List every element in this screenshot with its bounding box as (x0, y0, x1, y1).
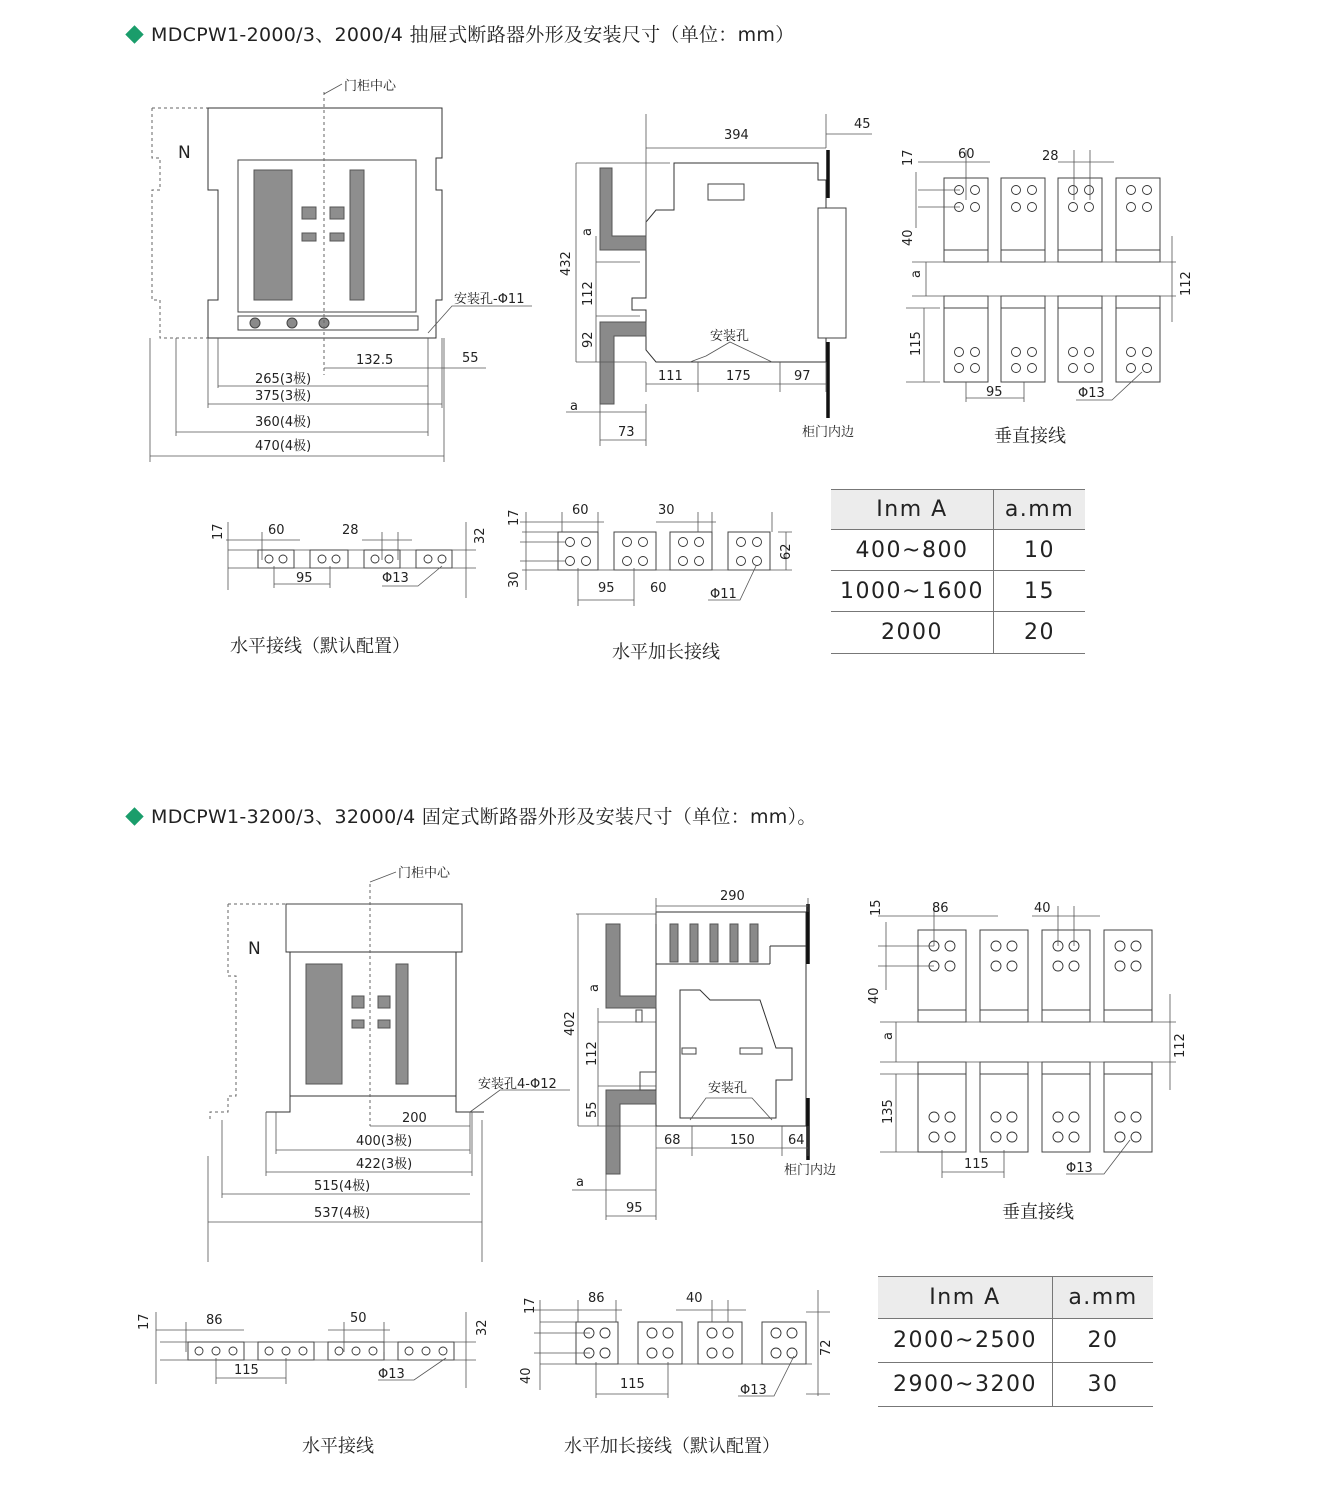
s1-hl-dim-62: 62 (779, 543, 794, 560)
s1-v-dim-112: 112 (1179, 271, 1194, 296)
s1-side-dim-97: 97 (794, 369, 811, 384)
s1-v-dim-95: 95 (986, 385, 1003, 400)
s2-v-dim-135: 135 (881, 1099, 896, 1124)
s2-h-phi13: Φ13 (378, 1367, 405, 1382)
s2-hl-dim-17: 17 (523, 1297, 538, 1314)
s1-v-dim-17: 17 (901, 149, 916, 166)
s2-v-dim-15: 15 (869, 899, 884, 916)
s2-side-view (563, 889, 836, 1220)
section1-title: MDCPW1-2000/3、2000/4 抽屉式断路器外形及安装尺寸（单位：mm） (122, 20, 795, 47)
s2-vertical-caption: 垂直接线 (1002, 1202, 1074, 1223)
s1-side-dim-432: 432 (559, 251, 574, 276)
s2-side-dim-95: 95 (626, 1201, 643, 1216)
s2-h-dim-17: 17 (137, 1313, 152, 1330)
s1-dim-470: 470(4极) (255, 439, 312, 454)
s1-dim-360: 360(4极) (255, 415, 312, 430)
s2-v-dim-86: 86 (932, 901, 949, 916)
s2-hl-dim-72: 72 (819, 1339, 834, 1356)
s1-horizontal-caption: 水平接线（默认配置） (230, 636, 410, 657)
s1-hl-dim-95: 95 (598, 581, 615, 596)
s1-v-dim-40: 40 (901, 229, 916, 246)
s2-vertical-upper-terminals (918, 930, 1152, 1022)
s1-hl-dim-17: 17 (507, 509, 522, 526)
s2-h-dim-32: 32 (475, 1319, 490, 1336)
s2-table-header-inm: Inm A (878, 1277, 1053, 1319)
s2-hl-phi13: Φ13 (740, 1383, 767, 1398)
s2-horizontal-wiring (137, 1311, 490, 1457)
s1-hl-dim-30: 30 (658, 503, 675, 518)
s1-vertical-wiring (901, 147, 1194, 447)
s2-horizontal-caption: 水平接线 (302, 1436, 374, 1457)
s2-side-dim-402: 402 (563, 1011, 578, 1036)
table-row: 1000~1600 15 (831, 571, 1085, 612)
s2-side-dim-64: 64 (788, 1133, 805, 1148)
s1-door-center-label: 门柜中心 (344, 79, 397, 94)
s1-horizontal-wiring (211, 522, 488, 657)
s2-horizontal-long-caption: 水平加长接线（默认配置） (564, 1436, 780, 1457)
s2-hl-dim-115: 115 (620, 1377, 645, 1392)
s1-side-dim-112: 112 (581, 281, 596, 306)
s2-dim-537: 537(4极) (314, 1206, 371, 1221)
s2-hl-dim-40b: 40 (519, 1367, 534, 1384)
s1-dim-132-5: 132.5 (356, 353, 394, 368)
s2-side-dim-290: 290 (720, 889, 745, 904)
s1-side-dim-45: 45 (854, 117, 871, 132)
s1-h-dim-17: 17 (211, 523, 226, 540)
s2-side-door-edge: 柜门内边 (784, 1163, 837, 1178)
s2-dim-200: 200 (402, 1111, 427, 1126)
s1-hl-dim-60: 60 (572, 503, 589, 518)
s2-mount-hole-label: 安装孔4-Φ12 (478, 1077, 557, 1092)
s1-dim-375: 375(3极) (255, 389, 312, 404)
s1-h-dim-32: 32 (473, 527, 488, 544)
s1-side-door-edge: 柜门内边 (802, 425, 855, 440)
s2-horizontal-long-wiring (519, 1290, 834, 1457)
s2-side-a-bottom: a (576, 1175, 584, 1190)
s1-side-dim-394: 394 (724, 128, 749, 143)
s1-front-view (150, 78, 532, 462)
s2-amm-table (878, 1276, 1153, 1407)
s2-table-header-amm: a.mm (1053, 1277, 1154, 1319)
s1-table-header-inm: Inm A (831, 490, 994, 530)
s2-side-a-top: a (587, 984, 602, 992)
s2-vertical-wiring (867, 899, 1188, 1223)
s1-hl-phi11: Φ11 (710, 587, 737, 602)
s1-h-dim-28: 28 (342, 523, 359, 538)
s2-dim-515: 515(4极) (314, 1179, 371, 1194)
table-row: 2000 20 (831, 612, 1085, 654)
s2-front-view (208, 865, 570, 1262)
s2-hl-dim-40: 40 (686, 1291, 703, 1306)
s1-side-dim-111: 111 (658, 369, 683, 384)
s2-door-center-label: 门柜中心 (398, 866, 451, 881)
s2-side-mount-hole: 安装孔 (708, 1081, 748, 1096)
s1-vertical-upper-terminals (944, 178, 1160, 262)
s2-side-dim-112: 112 (585, 1041, 600, 1066)
s2-n-label: N (248, 939, 261, 959)
s1-n-label: N (178, 143, 191, 163)
s2-side-dim-68: 68 (664, 1133, 681, 1148)
s1-v-phi13: Φ13 (1078, 386, 1105, 401)
table-row: 2000~2500 20 (878, 1319, 1153, 1363)
s1-dim-55: 55 (462, 351, 479, 366)
s1-h-dim-95: 95 (296, 571, 313, 586)
s2-dim-400: 400(3极) (356, 1134, 413, 1149)
s1-v-dim-60: 60 (958, 147, 975, 162)
s1-hl-dim-60b: 60 (650, 581, 667, 596)
s1-v-a: a (909, 270, 924, 278)
s1-table-header-amm: a.mm (994, 490, 1086, 530)
s1-side-a-bottom: a (570, 399, 578, 414)
s1-horizontal-long-wiring (507, 503, 794, 663)
s2-hl-dim-86: 86 (588, 1291, 605, 1306)
s1-side-dim-92: 92 (581, 331, 596, 348)
s1-amm-table (831, 489, 1085, 654)
s2-side-dim-55: 55 (585, 1101, 600, 1118)
s1-horizontal-long-caption: 水平加长接线 (612, 642, 720, 663)
s1-h-phi13: Φ13 (382, 571, 409, 586)
s1-side-mount-hole: 安装孔 (710, 329, 750, 344)
s2-v-phi13: Φ13 (1066, 1161, 1093, 1176)
s2-vertical-lower-terminals (918, 1062, 1152, 1152)
s1-hl-dim-30b: 30 (507, 571, 522, 588)
s1-side-dim-175: 175 (726, 369, 751, 384)
s1-side-dim-73: 73 (618, 425, 635, 440)
s2-v-dim-40b: 40 (867, 987, 882, 1004)
s2-v-a: a (881, 1032, 896, 1040)
table-row: 2900~3200 30 (878, 1363, 1153, 1407)
s2-h-dim-50: 50 (350, 1311, 367, 1326)
s1-v-dim-28: 28 (1042, 149, 1059, 164)
s1-side-a-top: a (580, 228, 595, 236)
section2-title: MDCPW1-3200/3、32000/4 固定式断路器外形及安装尺寸（单位：mm）。 (122, 802, 817, 829)
s2-v-dim-40: 40 (1034, 901, 1051, 916)
s2-dim-422: 422(3极) (356, 1157, 413, 1172)
table-row: 400~800 10 (831, 530, 1085, 571)
s2-h-dim-115: 115 (234, 1363, 259, 1378)
s1-h-dim-60: 60 (268, 523, 285, 538)
s1-vertical-caption: 垂直接线 (994, 426, 1066, 447)
s1-side-view (559, 114, 872, 446)
s2-v-dim-112: 112 (1173, 1033, 1188, 1058)
s1-v-dim-115: 115 (909, 331, 924, 356)
s1-mount-hole-label: 安装孔-Φ11 (454, 292, 525, 307)
s2-h-dim-86: 86 (206, 1313, 223, 1328)
s1-vertical-lower-terminals (944, 296, 1160, 382)
s2-side-dim-150: 150 (730, 1133, 755, 1148)
s2-v-dim-115: 115 (964, 1157, 989, 1172)
s1-dim-265: 265(3极) (255, 372, 312, 387)
